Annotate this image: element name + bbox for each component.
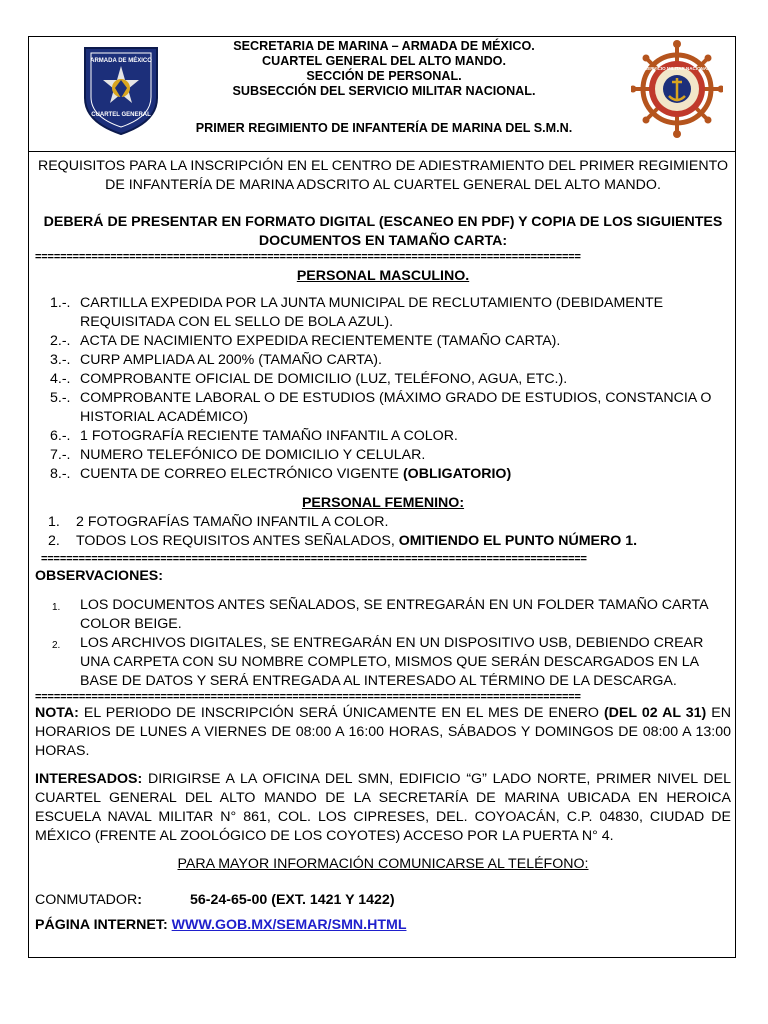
item-number: 4.-. [50,371,71,387]
omit-point-label: OMITIENDO EL PUNTO NÚMERO 1. [398,533,638,549]
item-text: 1 FOTOGRAFÍA RECIENTE TAMAÑO INFANTIL A COLOR. [80,428,458,444]
item-number: 8.-. [50,466,71,482]
right-logo-text: SERVICIO MILITAR NACIONAL [644,66,710,71]
separator-line: ======================================================================================= [35,692,581,703]
item-number: 2. [52,640,61,651]
head-line-4: SUBSECCIÓN DEL SERVICIO MILITAR NACIONAL. [232,84,536,98]
item-text: 2 FOTOGRAFÍAS TAMAÑO INFANTIL A COLOR. [76,514,389,530]
item-number: 3.-. [50,352,71,368]
observations-list [35,596,731,691]
item-number: 7.-. [50,447,71,463]
note-text-end: EN HORARIOS DE LUNES A VIERNES DE 08:00 A 16:00 HORAS, SÁBADOS Y DOMINGOS DE 08:00 A 13:00 HORAS. [35,705,731,759]
list-item [35,446,731,465]
item-number: 1.-. [50,295,71,311]
item-number: 2.-. [50,333,71,349]
note-text-start: EL PERIODO DE INSCRIPCIÓN SERÁ ÚNICAMENTE EN EL MES DE ENERO [78,705,604,721]
list-item [35,427,731,446]
item-text: NUMERO TELEFÓNICO DE DOMICILIO Y CELULAR. [80,447,426,463]
note-paragraph [35,704,731,761]
mandatory-label: (OBLIGATORIO) [402,466,512,482]
separator-line: ======================================================================================= [41,554,587,565]
item-text: CARTILLA EXPEDIDA POR LA JUNTA MUNICIPAL DE RECLUTAMIENTO (DEBIDAMENTE REQUISITADA CON EL SELLO DE BOLA AZUL). [80,295,664,330]
list-item [35,532,731,551]
item-text: LOS ARCHIVOS DIGITALES, SE ENTREGARÁN EN UN DISPOSITIVO USB, DEBIENDO CREAR UNA CARPETA CON SU NOMBRE COMPLETO, MISMOS QUE SERÁN DESCARGADOS EN LA BASE DE DATOS Y SERÁ ENTREGADA AL INTERESADO AL TÉRMINO DE LA DESCARGA. [80,635,704,689]
list-item [35,351,731,370]
head-line-3: SECCIÓN DE PERSONAL. [306,69,462,83]
list-item [35,370,731,389]
separator-line: ======================================================================================= [35,252,581,263]
male-requirements-list [35,294,731,484]
item-number: 1. [48,514,60,530]
female-section-title: PERSONAL FEMENINO: [301,495,465,511]
female-requirements-list [35,513,731,551]
interested-text: DIRIGIRSE A LA OFICINA DEL SMN, EDIFICIO “G” LADO NORTE, PRIMER NIVEL DEL CUARTEL GENERAL DEL ALTO MANDO DE LA SECRETARÍA DE MARINA UBICADA EN HEROICA ESCUELA NAVAL MILITAR N° 861, COL. LOS CIPRESES, DEL. COYOACÁN, C.P. 04830, CIUDAD DE MÉXICO (FRENTE AL ZOOLÓGICO DE LOS COYOTES) ACCESO POR LA PUERTA N° 4. [35,771,731,844]
male-section-title: PERSONAL MASCULINO. [296,268,470,284]
observations-title: OBSERVACIONES: [35,568,163,584]
list-item [35,294,731,332]
left-logo-bottom-text: CUARTEL GENERAL [91,112,151,118]
left-logo-top-text: ARMADA DE MÉXICO [90,58,152,64]
phone-line [35,891,731,910]
website-link[interactable]: WWW.GOB.MX/SEMAR/SMN.HTML [171,917,407,933]
phone-number: 56-24-65-00 (EXT. 1421 Y 1422) [190,892,395,908]
item-number: 2. [48,533,60,549]
item-number: 6.-. [50,428,71,444]
interested-label: INTERESADOS: [35,771,143,787]
phone-label: CONMUTADOR [35,892,138,908]
web-label: PÁGINA INTERNET: [35,917,172,933]
document-header [29,37,735,152]
list-item [35,513,731,532]
note-label: NOTA: [35,705,79,721]
item-number: 1. [52,602,61,613]
document-frame [28,36,736,958]
note-dates: (DEL 02 AL 31) [603,705,707,721]
ship-wheel-logo [631,40,723,138]
item-text: TODOS LOS REQUISITOS ANTES SEÑALADOS, [76,533,399,549]
web-line [35,916,731,935]
unit-title: PRIMER REGIMIENTO DE INFANTERÍA DE MARINA DEL S.M.N. [195,121,573,135]
instruction-paragraph: DEBERÁ DE PRESENTAR EN FORMATO DIGITAL (ESCANEO EN PDF) Y COPIA DE LOS SIGUIENTES DOCUMENTOS EN TAMAÑO CARTA: [43,214,723,249]
intro-paragraph: REQUISITOS PARA LA INSCRIPCIÓN EN EL CENTRO DE ADIESTRAMIENTO DEL PRIMER REGIMIENTO DE INFANTERÍA DE MARINA ADSCRITO AL CUARTEL GENERAL DEL ALTO MANDO. [37,158,729,193]
more-info-line: PARA MAYOR INFORMACIÓN COMUNICARSE AL TELÉFONO: [177,856,589,872]
document-body [35,157,731,935]
list-item [35,465,731,484]
head-line-1: SECRETARIA DE MARINA – ARMADA DE MÉXICO. [233,39,535,53]
list-item [35,634,731,691]
item-text: COMPROBANTE OFICIAL DE DOMICILIO (LUZ, TELÉFONO, AGUA, ETC.). [80,371,568,387]
list-item [35,596,731,634]
phone-colon: : [137,892,142,908]
head-line-2: CUARTEL GENERAL DEL ALTO MANDO. [262,54,506,68]
item-text: ACTA DE NACIMIENTO EXPEDIDA RECIENTEMENTE (TAMAÑO CARTA). [80,333,561,349]
institution-lines [169,39,599,99]
item-text: CUENTA DE CORREO ELECTRÓNICO VIGENTE [80,466,403,482]
item-number: 5.-. [50,390,71,406]
item-text: COMPROBANTE LABORAL O DE ESTUDIOS (MÁXIMO GRADO DE ESTUDIOS, CONSTANCIA O HISTORIAL ACADÉMICO) [80,390,712,425]
list-item [35,332,731,351]
item-text: LOS DOCUMENTOS ANTES SEÑALADOS, SE ENTREGARÁN EN UN FOLDER TAMAÑO CARTA COLOR BEIGE. [80,597,708,632]
item-text: CURP AMPLIADA AL 200% (TAMAÑO CARTA). [80,352,382,368]
interested-paragraph [35,770,731,846]
list-item [35,389,731,427]
